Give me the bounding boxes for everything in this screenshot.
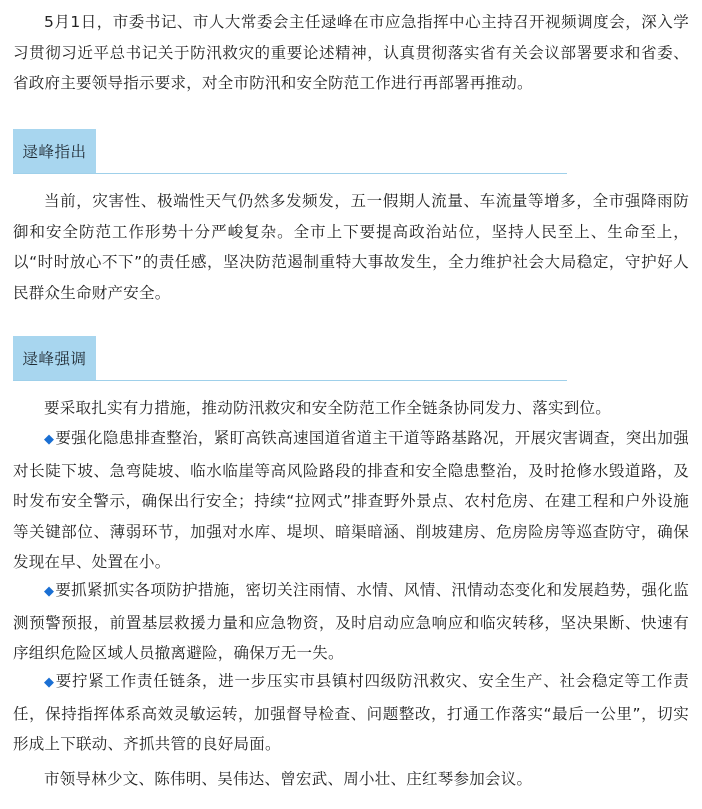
diamond-bullet-icon: ◆ [44,432,55,447]
section-heading-label: 逯峰强调 [13,336,96,380]
diamond-bullet-icon: ◆ [44,675,55,690]
closing-paragraph: 市领导林少文、陈伟明、吴伟达、曾宏武、周小壮、庄红琴参加会议。 [44,770,533,788]
diamond-bullet-icon: ◆ [44,584,55,599]
bullet-text: 要强化隐患排查整治，紧盯高铁高速国道省道主干道等路基路况，开展灾害调查，突出加强对长陡下坡、急弯陡坡、临水临崖等高风险路段的排查和安全隐患整治，及时抢修水毁道路，及时发布安全警示，确保出行安全；持续“拉网式”排查野外景点、农村危房、在建工程和户外设施等关键部位、薄弱环节，加强对水库、堤坝、暗渠暗涵、削坡建房、危房险房等巡查防守，确保发现在早、处置在小。 [13,429,689,571]
bullet-point-2 [13,575,689,669]
bullet-point-3 [13,666,689,760]
section-heading-label: 逯峰指出 [13,129,96,173]
section2-lead: 要采取扎实有力措施，推动防汛救灾和安全防范工作全链条协同发力、落实到位。 [44,399,612,417]
section-heading-2 [13,336,567,381]
bullet-text: 要拧紧工作责任链条，进一步压实市县镇村四级防汛救灾、安全生产、社会稳定等工作责任，保持指挥体系高效灵敏运转，加强督导检查、问题整改，打通工作落实“最后一公里”，切实形成上下联动、齐抓共管的良好局面。 [13,672,689,753]
intro-paragraph: 5月1日，市委书记、市人大常委会主任逯峰在市应急指挥中心主持召开视频调度会，深入学习贯彻习近平总书记关于防汛救灾的重要论述精神，认真贯彻落实省有关会议部署要求和省委、省政府主要领导指示要求，对全市防汛和安全防范工作进行再部署再推动。 [13,13,689,92]
bullet-point-1 [13,423,689,578]
section1-paragraph: 当前，灾害性、极端性天气仍然多发频发，五一假期人流量、车流量等增多，全市强降雨防御和安全防范工作形势十分严峻复杂。全市上下要提高政治站位，坚持人民至上、生命至上，以“时时放心不下”的责任感，坚决防范遏制重特大事故发生，全力维护社会大局稳定，守护好人民群众生命财产安全。 [13,192,689,302]
bullet-text: 要抓紧抓实各项防护措施，密切关注雨情、水情、风情、汛情动态变化和发展趋势，强化监测预警预报，前置基层救援力量和应急物资，及时启动应急响应和临灾转移，坚决果断、快速有序组织危险区域人员撤离避险，确保万无一失。 [13,581,689,662]
section-heading-1 [13,129,567,174]
